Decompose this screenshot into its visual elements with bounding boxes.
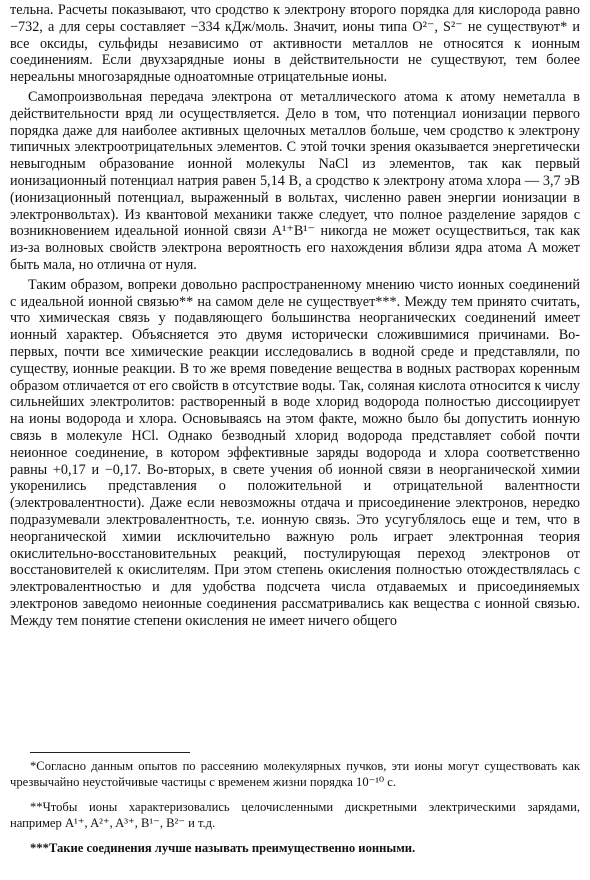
footnote-2: **Чтобы ионы характеризовались целочисленными дискретными электрическими зарядами, например A¹⁺, A²⁺, A³⁺, B¹⁻, B²⁻ и т.д.	[10, 800, 580, 830]
paragraph-1: тельна. Расчеты показывают, что сродство к электрону второго порядка для кислорода равно −732, а для серы составляет −334 кДж/моль. Значит, ионы типа O²⁻, S²⁻ не существуют* и все оксиды, сульфиды независимо от активности металлов не относятся к ионным соединениям. Если двухзарядные ионы в действительности не существуют, тем более нереальны многозарядные одноатомные отрицательные ионы.	[10, 2, 580, 86]
footnotes	[10, 752, 580, 867]
main-text	[10, 2, 580, 629]
footnote-divider	[30, 752, 190, 753]
paragraph-3: Таким образом, вопреки довольно распространенному мнению чисто ионных соединений с идеальной ионной связью** на самом деле не существует***. Между тем принято считать, что химическая связь у подавляющего большинства неорганических соединений имеет ионный характер. Объясняется это двумя исторически сложившимися причинами. Во-первых, почти все химические реакции исследовались в водной среде и представляли, по существу, ионные реакции. В то же время поведение вещества в водных растворах коренным образом отличается от его свойств в отсутствие воды. Так, соляная кислота относится к числу сильнейших электролитов: растворенный в воде хлорид водорода полностью диссоциирует на ионы водорода и хлора. Основываясь на этом факте, можно было бы допустить ионную связь в молекуле HCl. Однако безводный хлорид водорода представляет собой почти неионное соединение, в котором эффективные заряды водорода и хлора соответственно равны +0,17 и −0,17. Во-вторых, в свете учения об ионной связи в неорганической химии укоренились представления о положительной и отрицательной валентности (электровалентности). Даже если невозможны отдача и присоединение электронов, нередко подразумевали электровалентность, т.е. ионную связь. Это усугублялось еще и тем, что в неорганической химии исключительно важную роль играет электронная теория окислительно-восстановительных реакций, постулирующая переход электронов от восстановителей к окислителям. При этом степень окисления полностью отождествлялась с электровалентностью и для удобства подсчета числа отдаваемых и присоединяемых электронов заведомо неионные соединения рассматривались как вещества с ионной связью. Между тем понятие степени окисления не имеет ничего общего	[10, 276, 580, 629]
paragraph-2: Самопроизвольная передача электрона от металлического атома к атому неметалла в действительности вряд ли осуществляется. Дело в том, что потенциал ионизации первого порядка даже для наиболее активных щелочных металлов больше, чем сродство к электрону типичных электроотрицательных элементов. С этой точки зрения оказывается энергетически невыгодным образование ионной молекулы NaCl из элементов, так как первый ионизационный потенциал натрия равен 5,14 В, а сродство к электрону атома хлора — 3,7 эВ (ионизационный потенциал, выраженный в вольтах, численно равен энергии ионизации в электронвольтах). Из квантовой механики также следует, что полное разделение зарядов с возникновением идеальной ионной связи A¹⁺B¹⁻ никогда не может осуществиться, так как из-за волновых свойств электрона вероятность его нахождения вблизи ядра атома A может быть мала, но отлична от нуля.	[10, 88, 580, 273]
footnote-3: ***Такие соединения лучше называть преимущественно ионными.	[30, 841, 416, 855]
footnote-1: *Согласно данным опытов по рассеянию молекулярных пучков, эти ионы могут существовать как чрезвычайно неустойчивые частицы с временем жизни порядка 10⁻¹⁰ с.	[10, 759, 580, 789]
